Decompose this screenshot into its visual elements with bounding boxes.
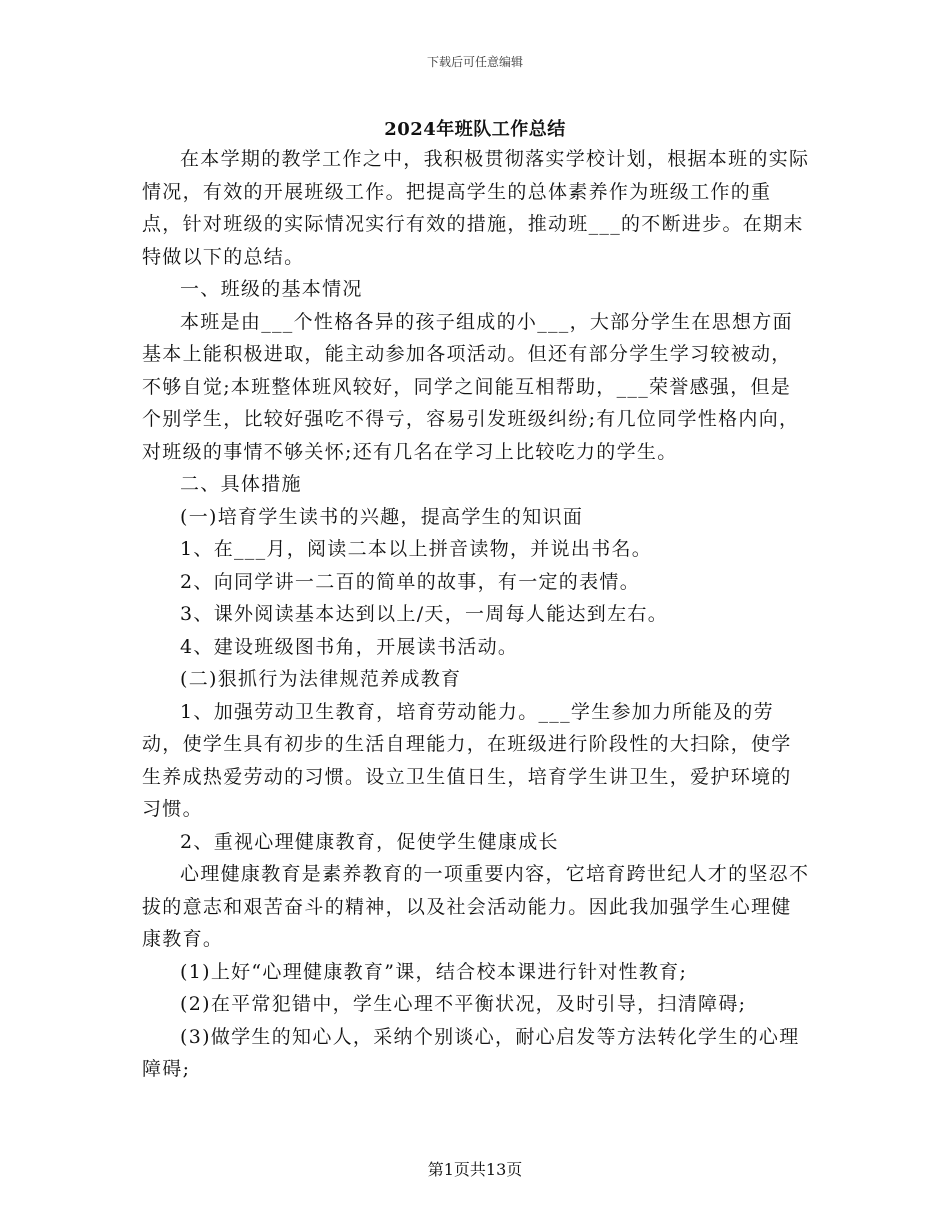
paragraph: 心理健康教育是素养教育的一项重要内容，它培育跨世纪人才的坚忍不拔的意志和艰苦奋斗的精神，以及社会活动能力。因此我加强学生心理健康教育。 (142, 863, 810, 950)
header-note: 下载后可任意编辑 (426, 55, 523, 69)
section-heading: 一、班级的基本情况 (180, 278, 363, 300)
paragraph: 本班是由___个性格各异的孩子组成的小___，大部分学生在思想方面基本上能积极进取，能主动参加各项活动。但还有部分学生学习较被动，不够自觉;本班整体班风较好，同学之间能互相帮助，___荣誉感强，但是个别学生，比较好强吃不得亏，容易引发班级纠纷;有几位同学性格内向，对班级的事情不够关怀;还有几名在学习上比较吃力的学生。 (142, 310, 800, 463)
paragraph: 1、加强劳动卫生教育，培育劳动能力。___学生参加力所能及的劳动，使学生具有初步的生活自理能力，在班级进行阶段性的大扫除，使学生养成热爱劳动的习惯。设立卫生值日生，培育学生讲卫生，爱护环境的习惯。 (142, 700, 792, 820)
section-heading: 二、具体措施 (180, 473, 302, 495)
list-item: (1)上好“心理健康教育”课，结合校本课进行针对性教育; (180, 960, 688, 983)
list-item: (3)做学生的知心人，采纳个别谈心，耐心启发等方法转化学生的心理障碍; (142, 1025, 800, 1080)
page-footer: 第1页共13页 (427, 1160, 523, 1179)
list-item: 1、在___月，阅读二本以上拼音读物，并说出书名。 (180, 538, 653, 560)
list-item: (2)在平常犯错中，学生心理不平衡状况，及时引导，扫清障碍; (180, 993, 747, 1015)
subsection-heading: (一)培育学生读书的兴趣，提高学生的知识面 (180, 505, 584, 528)
paragraph: 在本学期的教学工作之中，我积极贯彻落实学校计划，根据本班的实际情况，有效的开展班级工作。把提高学生的总体素养作为班级工作的重点，针对班级的实际情况实行有效的措施，推动班___的不断进步。在期末特做以下的总结。 (142, 148, 810, 268)
document-body (142, 143, 810, 1086)
subsection-heading: (二)狠抓行为法律规范养成教育 (180, 668, 462, 690)
document-title: 2024年班队工作总结 (384, 119, 566, 140)
list-item: 2、向同学讲一二百的简单的故事，有一定的表情。 (180, 570, 640, 593)
list-item: 2、重视心理健康教育，促使学生健康成长 (180, 830, 559, 853)
list-item: 4、建设班级图书角，开展读书活动。 (180, 635, 519, 658)
list-item: 3、课外阅读基本达到以上/天，一周每人能达到左右。 (180, 603, 668, 625)
